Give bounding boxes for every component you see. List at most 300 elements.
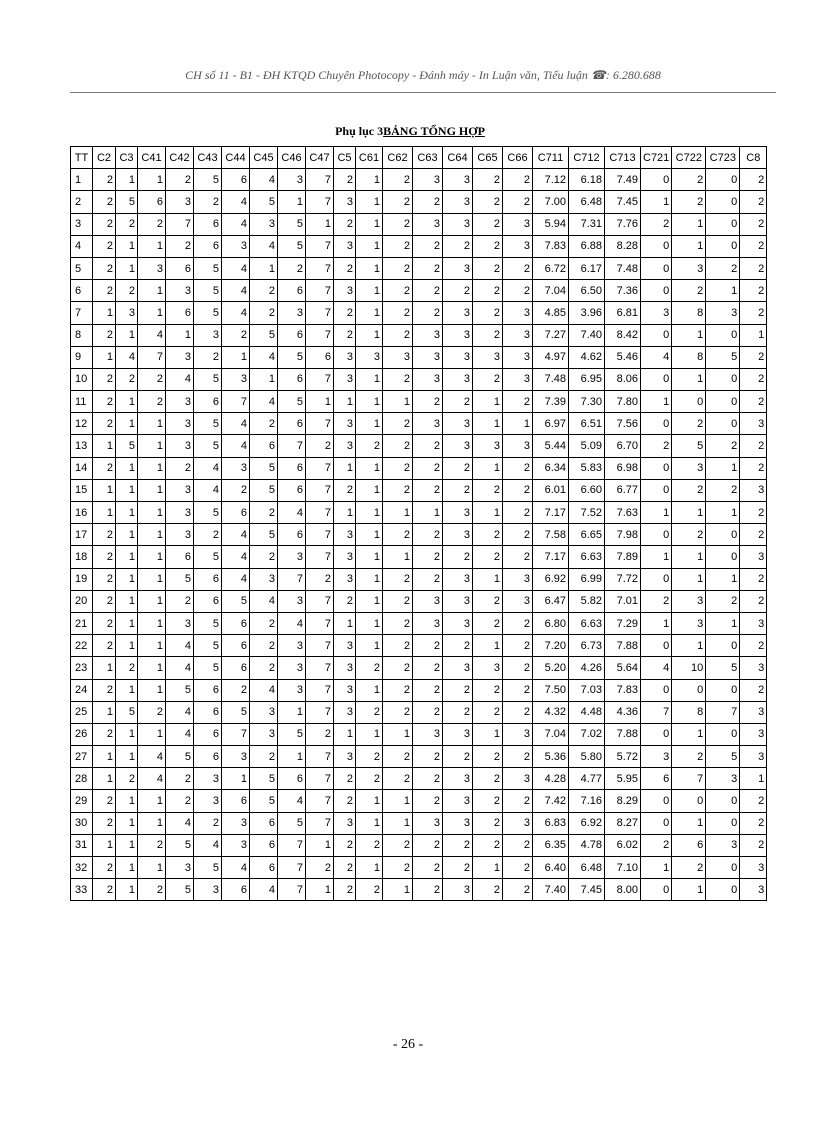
table-cell: 0 xyxy=(641,413,672,435)
table-cell: 1 xyxy=(278,746,306,768)
table-cell: 7.42 xyxy=(533,790,569,812)
table-cell: 2 xyxy=(443,479,473,501)
table-cell: 3 xyxy=(383,346,413,368)
table-cell: 4 xyxy=(138,768,166,790)
table-cell: 2 xyxy=(383,834,413,856)
table-cell: 0 xyxy=(706,812,740,834)
table-cell: 3 xyxy=(334,413,356,435)
table-cell: 1 xyxy=(356,524,383,546)
table-cell: 0 xyxy=(641,457,672,479)
table-cell: 2 xyxy=(306,435,334,457)
table-cell: 1 xyxy=(138,502,166,524)
table-cell: 2 xyxy=(740,191,767,213)
table-cell: 7 xyxy=(306,546,334,568)
table-cell: 2 xyxy=(93,723,116,745)
table-cell: 6 xyxy=(222,657,250,679)
table-cell: 1 xyxy=(306,834,334,856)
table-cell: 2 xyxy=(383,701,413,723)
table-cell: 7 xyxy=(166,213,194,235)
table-cell: 3 xyxy=(413,213,443,235)
table-cell: 3 xyxy=(443,435,473,457)
table-cell: 7.12 xyxy=(533,169,569,191)
table-cell: 2 xyxy=(93,790,116,812)
table-cell: 6.51 xyxy=(569,413,605,435)
table-cell: 4 xyxy=(250,346,278,368)
table-cell: 4.77 xyxy=(569,768,605,790)
table-cell: 2 xyxy=(93,213,116,235)
table-cell: 7.03 xyxy=(569,679,605,701)
table-cell: 2 xyxy=(740,346,767,368)
table-cell: 2 xyxy=(334,257,356,279)
table-cell: 8 xyxy=(672,346,706,368)
table-cell: 2 xyxy=(740,235,767,257)
table-cell: 7 xyxy=(306,457,334,479)
table-cell: 6.40 xyxy=(533,857,569,879)
table-cell: 1 xyxy=(138,635,166,657)
table-cell: 7.56 xyxy=(605,413,641,435)
table-cell: 2 xyxy=(473,280,503,302)
table-cell: 2 xyxy=(641,590,672,612)
table-cell: 2 xyxy=(740,590,767,612)
table-cell: 1 xyxy=(93,346,116,368)
table-cell: 2 xyxy=(740,790,767,812)
summary-table xyxy=(70,146,767,901)
table-cell: 2 xyxy=(443,857,473,879)
table-cell: 8.06 xyxy=(605,368,641,390)
table-cell: 1 xyxy=(672,635,706,657)
table-cell: 2 xyxy=(383,235,413,257)
column-header: C65 xyxy=(473,147,503,169)
table-cell: 3 xyxy=(413,346,443,368)
table-cell: 6 xyxy=(222,612,250,634)
table-cell: 2 xyxy=(93,590,116,612)
page-header: CH số 11 - B1 - ĐH KTQD Chuyên Photocopy - Đánh máy - In Luận văn, Tiểu luận ☎: 6.280.688 xyxy=(185,68,661,82)
table-cell: 3 xyxy=(443,413,473,435)
table-cell: 2 xyxy=(413,302,443,324)
table-cell: 1 xyxy=(138,280,166,302)
table-cell: 6 xyxy=(278,280,306,302)
table-cell: 1 xyxy=(356,235,383,257)
table-cell: 2 xyxy=(413,657,443,679)
table-cell: 2 xyxy=(473,169,503,191)
table-cell: 2 xyxy=(740,302,767,324)
table-cell: 2 xyxy=(334,302,356,324)
table-cell: 1 xyxy=(672,368,706,390)
table-cell: 4 xyxy=(250,590,278,612)
table-cell: 2 xyxy=(503,479,533,501)
table-cell: 3 xyxy=(672,612,706,634)
table-cell: 0 xyxy=(641,812,672,834)
table-cell: 1 xyxy=(222,346,250,368)
table-cell: 6.48 xyxy=(569,191,605,213)
column-header: C8 xyxy=(740,147,767,169)
table-cell: 2 xyxy=(93,391,116,413)
table-cell: 1 xyxy=(641,191,672,213)
table-cell: 3 xyxy=(250,723,278,745)
table-cell: 6.63 xyxy=(569,612,605,634)
table-cell: 3 xyxy=(194,768,222,790)
table-cell: 3 xyxy=(334,679,356,701)
table-cell: 2 xyxy=(116,657,138,679)
table-cell: 2 xyxy=(443,746,473,768)
table-cell: 14 xyxy=(71,457,93,479)
table-cell: 4 xyxy=(641,657,672,679)
table-cell: 4 xyxy=(250,879,278,901)
table-cell: 3 xyxy=(740,479,767,501)
table-cell: 5.09 xyxy=(569,435,605,457)
table-cell: 3 xyxy=(443,213,473,235)
column-header: C61 xyxy=(356,147,383,169)
table-cell: 1 xyxy=(138,790,166,812)
table-cell: 3 xyxy=(334,435,356,457)
table-cell: 2 xyxy=(116,213,138,235)
table-cell: 2 xyxy=(383,257,413,279)
table-cell: 4 xyxy=(166,657,194,679)
table-cell: 1 xyxy=(138,235,166,257)
column-header: C3 xyxy=(116,147,138,169)
table-cell: 5.36 xyxy=(533,746,569,768)
table-cell: 7 xyxy=(641,701,672,723)
table-cell: 2 xyxy=(116,368,138,390)
table-cell: 0 xyxy=(706,368,740,390)
table-cell: 6 xyxy=(222,879,250,901)
table-cell: 7 xyxy=(306,790,334,812)
table-cell: 6.34 xyxy=(533,457,569,479)
table-cell: 1 xyxy=(672,546,706,568)
table-cell: 2 xyxy=(740,435,767,457)
table-cell: 6 xyxy=(166,546,194,568)
table-cell: 3 xyxy=(740,701,767,723)
table-cell: 5 xyxy=(706,346,740,368)
table-cell: 1 xyxy=(116,257,138,279)
table-cell: 5 xyxy=(278,346,306,368)
table-cell: 2 xyxy=(116,768,138,790)
table-cell: 1 xyxy=(116,746,138,768)
table-cell: 1 xyxy=(473,391,503,413)
table-cell: 7.40 xyxy=(569,324,605,346)
table-cell: 2 xyxy=(383,280,413,302)
table-cell: 7.04 xyxy=(533,280,569,302)
table-cell: 1 xyxy=(641,612,672,634)
table-cell: 2 xyxy=(250,612,278,634)
table-cell: 0 xyxy=(641,257,672,279)
table-cell: 1 xyxy=(356,413,383,435)
table-cell: 5 xyxy=(250,479,278,501)
table-cell: 2 xyxy=(706,257,740,279)
table-cell: 1 xyxy=(116,457,138,479)
table-cell: 1 xyxy=(116,679,138,701)
table-cell: 1 xyxy=(306,213,334,235)
table-cell: 6 xyxy=(672,834,706,856)
table-cell: 2 xyxy=(740,280,767,302)
table-cell: 7 xyxy=(306,812,334,834)
table-cell: 3 xyxy=(250,701,278,723)
table-cell: 1 xyxy=(138,679,166,701)
table-cell: 2 xyxy=(503,457,533,479)
table-cell: 2 xyxy=(641,435,672,457)
table-cell: 1 xyxy=(138,657,166,679)
table-cell: 2 xyxy=(413,235,443,257)
table-cell: 0 xyxy=(706,391,740,413)
table-cell: 4 xyxy=(278,502,306,524)
table-cell: 3 xyxy=(503,812,533,834)
table-row xyxy=(71,723,767,745)
table-cell: 2 xyxy=(194,524,222,546)
table-cell: 2 xyxy=(672,746,706,768)
table-cell: 5.72 xyxy=(605,746,641,768)
table-cell: 2 xyxy=(93,324,116,346)
table-cell: 5 xyxy=(194,368,222,390)
table-cell: 2 xyxy=(672,191,706,213)
table-row xyxy=(71,346,767,368)
table-cell: 2 xyxy=(250,302,278,324)
table-cell: 7 xyxy=(306,590,334,612)
table-cell: 7 xyxy=(222,391,250,413)
table-cell: 2 xyxy=(93,568,116,590)
table-cell: 7.01 xyxy=(605,590,641,612)
table-cell: 3 xyxy=(413,324,443,346)
table-cell: 6.63 xyxy=(569,546,605,568)
table-cell: 2 xyxy=(503,612,533,634)
table-cell: 1 xyxy=(356,391,383,413)
table-row xyxy=(71,391,767,413)
table-cell: 0 xyxy=(641,635,672,657)
table-cell: 3 xyxy=(413,723,443,745)
table-cell: 7.98 xyxy=(605,524,641,546)
table-cell: 1 xyxy=(93,502,116,524)
table-cell: 5.46 xyxy=(605,346,641,368)
table-cell: 7.39 xyxy=(533,391,569,413)
table-cell: 6 xyxy=(138,191,166,213)
table-cell: 1 xyxy=(672,568,706,590)
table-cell: 2 xyxy=(93,812,116,834)
table-cell: 7 xyxy=(306,235,334,257)
table-cell: 2 xyxy=(356,768,383,790)
table-cell: 0 xyxy=(641,879,672,901)
table-cell: 2 xyxy=(473,679,503,701)
table-cell: 0 xyxy=(706,324,740,346)
table-cell: 2 xyxy=(413,635,443,657)
table-cell: 0 xyxy=(672,790,706,812)
table-cell: 28 xyxy=(71,768,93,790)
table-cell: 3 xyxy=(334,812,356,834)
table-cell: 2 xyxy=(93,368,116,390)
table-cell: 6.50 xyxy=(569,280,605,302)
table-cell: 7 xyxy=(278,568,306,590)
table-cell: 7 xyxy=(306,768,334,790)
table-cell: 2 xyxy=(641,213,672,235)
table-cell: 5 xyxy=(194,413,222,435)
table-cell: 3 xyxy=(672,457,706,479)
table-cell: 3 xyxy=(740,746,767,768)
table-cell: 7 xyxy=(278,435,306,457)
table-cell: 2 xyxy=(473,302,503,324)
table-cell: 0 xyxy=(706,879,740,901)
table-cell: 1 xyxy=(138,590,166,612)
table-cell: 8.42 xyxy=(605,324,641,346)
table-cell: 5 xyxy=(194,435,222,457)
table-cell: 6 xyxy=(222,790,250,812)
table-cell: 7.76 xyxy=(605,213,641,235)
table-cell: 3 xyxy=(503,435,533,457)
table-cell: 2 xyxy=(413,435,443,457)
table-cell: 7.45 xyxy=(605,191,641,213)
column-header: C66 xyxy=(503,147,533,169)
table-cell: 2 xyxy=(443,235,473,257)
table-cell: 7 xyxy=(306,191,334,213)
table-row xyxy=(71,479,767,501)
table-row xyxy=(71,302,767,324)
table-cell: 3 xyxy=(473,657,503,679)
table-cell: 2 xyxy=(278,257,306,279)
table-cell: 2 xyxy=(672,524,706,546)
table-cell: 2 xyxy=(116,280,138,302)
table-cell: 6 xyxy=(278,457,306,479)
table-cell: 4 xyxy=(222,524,250,546)
table-cell: 2 xyxy=(740,368,767,390)
table-cell: 4 xyxy=(278,612,306,634)
table-cell: 7 xyxy=(306,324,334,346)
table-cell: 1 xyxy=(641,391,672,413)
table-cell: 2 xyxy=(250,280,278,302)
table-cell: 3 xyxy=(278,590,306,612)
table-row xyxy=(71,191,767,213)
table-cell: 1 xyxy=(473,723,503,745)
table-cell: 1 xyxy=(334,457,356,479)
table-cell: 5.64 xyxy=(605,657,641,679)
table-cell: 0 xyxy=(706,857,740,879)
table-cell: 5 xyxy=(166,568,194,590)
table-cell: 1 xyxy=(116,524,138,546)
table-cell: 4 xyxy=(222,413,250,435)
table-cell: 5 xyxy=(706,746,740,768)
table-cell: 1 xyxy=(356,590,383,612)
table-cell: 2 xyxy=(740,635,767,657)
table-cell: 4 xyxy=(194,479,222,501)
table-cell: 3 xyxy=(278,635,306,657)
table-cell: 1 xyxy=(334,723,356,745)
table-cell: 5 xyxy=(166,746,194,768)
table-cell: 2 xyxy=(356,834,383,856)
table-cell: 1 xyxy=(116,568,138,590)
table-row xyxy=(71,435,767,457)
table-cell: 7.31 xyxy=(569,213,605,235)
table-cell: 2 xyxy=(383,191,413,213)
table-cell: 7.58 xyxy=(533,524,569,546)
table-cell: 1 xyxy=(138,546,166,568)
table-cell: 8 xyxy=(71,324,93,346)
table-cell: 3 xyxy=(503,768,533,790)
table-cell: 1 xyxy=(473,857,503,879)
table-cell: 5 xyxy=(250,768,278,790)
table-cell: 1 xyxy=(356,502,383,524)
table-cell: 5 xyxy=(278,723,306,745)
table-cell: 7 xyxy=(222,723,250,745)
table-cell: 2 xyxy=(740,812,767,834)
table-cell: 0 xyxy=(641,368,672,390)
table-cell: 2 xyxy=(383,612,413,634)
table-cell: 2 xyxy=(443,546,473,568)
table-cell: 1 xyxy=(138,479,166,501)
table-cell: 6.65 xyxy=(569,524,605,546)
table-cell: 1 xyxy=(93,701,116,723)
table-cell: 2 xyxy=(166,169,194,191)
table-cell: 1 xyxy=(138,812,166,834)
table-cell: 3 xyxy=(443,568,473,590)
table-cell: 1 xyxy=(706,457,740,479)
table-cell: 1 xyxy=(116,834,138,856)
table-cell: 4 xyxy=(250,169,278,191)
table-cell: 3 xyxy=(222,746,250,768)
table-cell: 3 xyxy=(166,857,194,879)
table-cell: 0 xyxy=(706,546,740,568)
table-cell: 2 xyxy=(473,324,503,346)
table-cell: 2 xyxy=(93,857,116,879)
table-cell: 1 xyxy=(93,657,116,679)
table-cell: 7 xyxy=(306,413,334,435)
table-cell: 1 xyxy=(71,169,93,191)
table-cell: 6.80 xyxy=(533,612,569,634)
table-cell: 2 xyxy=(383,324,413,346)
table-cell: 2 xyxy=(222,479,250,501)
table-cell: 2 xyxy=(740,213,767,235)
table-cell: 6 xyxy=(194,391,222,413)
table-cell: 5 xyxy=(166,679,194,701)
table-cell: 8 xyxy=(672,302,706,324)
table-cell: 31 xyxy=(71,834,93,856)
table-cell: 4 xyxy=(222,302,250,324)
table-cell: 6 xyxy=(222,502,250,524)
table-cell: 6 xyxy=(194,746,222,768)
table-cell: 2 xyxy=(222,679,250,701)
table-cell: 2 xyxy=(473,879,503,901)
table-cell: 1 xyxy=(672,723,706,745)
column-header: C711 xyxy=(533,147,569,169)
table-cell: 5 xyxy=(194,502,222,524)
column-header: C721 xyxy=(641,147,672,169)
table-row xyxy=(71,857,767,879)
table-cell: 2 xyxy=(356,746,383,768)
table-cell: 6.01 xyxy=(533,479,569,501)
table-cell: 1 xyxy=(138,413,166,435)
table-cell: 5 xyxy=(194,302,222,324)
table-cell: 2 xyxy=(222,324,250,346)
table-cell: 3 xyxy=(443,524,473,546)
table-cell: 6.18 xyxy=(569,169,605,191)
table-cell: 1 xyxy=(116,879,138,901)
table-cell: 6.60 xyxy=(569,479,605,501)
table-cell: 2 xyxy=(383,479,413,501)
table-cell: 2 xyxy=(706,590,740,612)
table-cell: 6.99 xyxy=(569,568,605,590)
table-row xyxy=(71,280,767,302)
column-header: C723 xyxy=(706,147,740,169)
table-cell: 2 xyxy=(194,812,222,834)
table-cell: 2 xyxy=(503,879,533,901)
table-cell: 7.29 xyxy=(605,612,641,634)
table-cell: 7 xyxy=(306,635,334,657)
table-cell: 1 xyxy=(356,457,383,479)
table-cell: 5 xyxy=(116,191,138,213)
table-cell: 1 xyxy=(138,723,166,745)
table-cell: 1 xyxy=(116,169,138,191)
table-row xyxy=(71,235,767,257)
table-cell: 7 xyxy=(306,679,334,701)
table-cell: 2 xyxy=(503,701,533,723)
table-cell: 1 xyxy=(116,546,138,568)
table-cell: 26 xyxy=(71,723,93,745)
table-cell: 4.48 xyxy=(569,701,605,723)
